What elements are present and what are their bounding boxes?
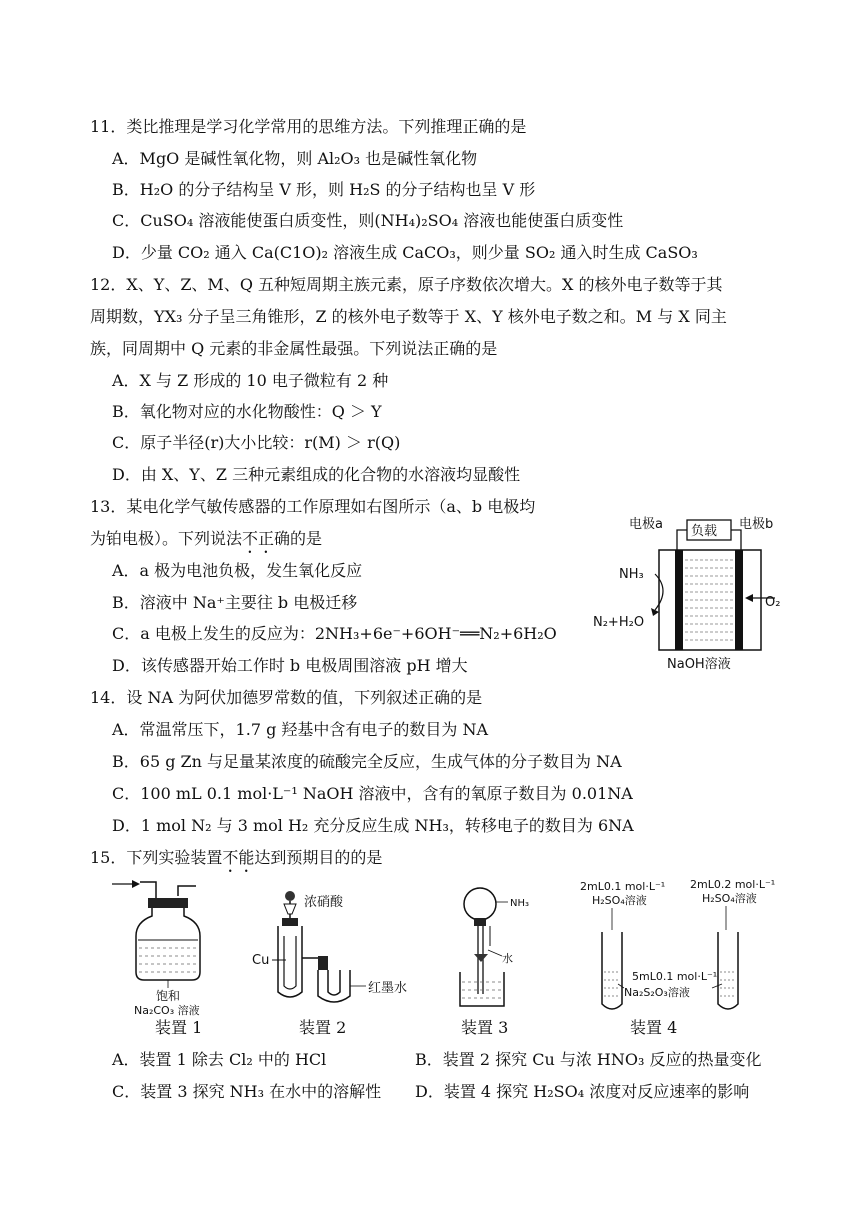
q13-option-b: B．溶液中 Na⁺主要往 b 电极迁移: [112, 593, 358, 612]
q12-stem-line1: 12．X、Y、Z、M、Q 五种短周期主族元素，原子序数依次增大。X 的核外电子数等于其: [90, 275, 723, 294]
device-3-diagram: [452, 882, 542, 1012]
o2-label: O₂: [765, 595, 781, 610]
bottle: [136, 908, 200, 980]
nh3-flask-label: NH₃: [510, 898, 530, 909]
tube-3-conc: 5mL0.1 mol·L⁻¹: [632, 970, 718, 983]
tube-2: [718, 932, 738, 1009]
q15-stem-pre: 15．下列实验装置: [90, 848, 223, 867]
u-tube: [318, 970, 350, 1002]
q15-stem-post: 达到预期目的的是: [254, 848, 383, 867]
q13-option-c: C．a 电极上发生的反应为：2NH₃+6e⁻+6OH⁻══N₂+6H₂O: [112, 624, 557, 643]
sensor-diagram: [593, 510, 795, 680]
tube-1-solution: H₂SO₄溶液: [592, 894, 647, 907]
q15-stem: [90, 847, 382, 876]
test-tube: [278, 926, 302, 997]
q11-option-d: D．少量 CO₂ 通入 Ca(C1O)₂ 溶液生成 CaCO₃，则少量 SO₂ 通入时生成 CaSO₃: [112, 243, 698, 262]
q13-option-d: D．该传感器开始工作时 b 电极周围溶液 pH 增大: [112, 656, 468, 675]
device-1-label-1: 饱和: [156, 989, 181, 1003]
device-4-caption: 装置 4: [630, 1018, 678, 1037]
ink-label: 红墨水: [368, 981, 408, 996]
nh3-label: NH₃: [619, 567, 644, 582]
q15-option-b: B．装置 2 探究 Cu 与浓 HNO₃ 反应的热量变化: [415, 1050, 762, 1069]
electrode-b-label: 电极b: [739, 517, 774, 532]
device-2-caption: 装置 2: [299, 1018, 347, 1037]
q15-option-d: D．装置 4 探究 H₂SO₄ 浓度对反应速率的影响: [415, 1082, 750, 1101]
tube-1: [602, 932, 622, 1009]
tube-2-solution: H₂SO₄溶液: [702, 892, 757, 905]
q15-option-c: C．装置 3 探究 NH₃ 在水中的溶解性: [112, 1082, 382, 1101]
device-3-caption: 装置 3: [461, 1018, 509, 1037]
q12-stem-line3: 族，同周期中 Q 元素的非金属性最强。下列说法正确的是: [90, 339, 498, 358]
cu-label: Cu: [252, 953, 270, 968]
acid-label: 浓硝酸: [304, 895, 344, 910]
q12-stem-line2: 周期数，YX₃ 分子呈三角锥形，Z 的核外电子数等于 X、Y 核外电子数之和。M 与 X 同主: [90, 307, 727, 326]
products-label: N₂+H₂O: [593, 615, 645, 630]
q15-stem-emphasis: 不能: [222, 848, 255, 867]
q15-option-a: A．装置 1 除去 Cl₂ 中的 HCl: [112, 1050, 327, 1069]
device-1-caption: 装置 1: [155, 1018, 203, 1037]
q11-option-c: C．CuSO₄ 溶液能使蛋白质变性，则(NH₄)₂SO₄ 溶液也能使蛋白质变性: [112, 211, 624, 230]
q13-stem-line2: [90, 528, 322, 557]
q12-option-a: A．X 与 Z 形成的 10 电子微粒有 2 种: [112, 371, 389, 390]
naoh-label: NaOH溶液: [667, 657, 731, 672]
beaker: [460, 972, 504, 1006]
q11-option-b: B．H₂O 的分子结构呈 V 形，则 H₂S 的分子结构也呈 V 形: [112, 180, 536, 199]
q11-stem: 11．类比推理是学习化学常用的思维方法。下列推理正确的是: [90, 117, 527, 136]
q13-stem-line1: 13．某电化学气敏传感器的工作原理如右图所示（a、b 电极均: [90, 497, 536, 516]
q14-stem: 14．设 NA 为阿伏加德罗常数的值，下列叙述正确的是: [90, 688, 483, 707]
load-label: 负载: [691, 524, 718, 539]
q12-option-c: C．原子半径(r)大小比较：r(M) ＞ r(Q): [112, 433, 401, 452]
q13-stem-post: 确的是: [274, 529, 323, 548]
q12-option-d: D．由 X、Y、Z 三种元素组成的化合物的水溶液均显酸性: [112, 465, 521, 484]
water-label: 水: [502, 952, 513, 965]
device-1-diagram: [108, 876, 218, 1016]
q13-option-a: A．a 极为电池负极，发生氧化反应: [112, 561, 363, 580]
flask: [464, 888, 496, 920]
electrode-b: [735, 550, 743, 650]
q14-option-c: C．100 mL 0.1 mol·L⁻¹ NaOH 溶液中，含有的氧原子数目为 0.01NA: [112, 784, 633, 803]
q12-option-b: B．氧化物对应的水化物酸性：Q ＞ Y: [112, 402, 382, 421]
electrode-a-label: 电极a: [629, 517, 663, 532]
q14-option-b: B．65 g Zn 与足量某浓度的硫酸完全反应，生成气体的分子数目为 NA: [112, 752, 622, 771]
q14-option-a: A．常温常压下，1.7 g 羟基中含有电子的数目为 NA: [112, 720, 489, 739]
q13-stem-emphasis: 不正: [242, 529, 275, 548]
electrode-a: [675, 550, 683, 650]
q14-option-d: D．1 mol N₂ 与 3 mol H₂ 充分反应生成 NH₃，转移电子的数目为 6NA: [112, 816, 634, 835]
tube-1-conc: 2mL0.1 mol·L⁻¹: [580, 880, 666, 893]
tube-2-conc: 2mL0.2 mol·L⁻¹: [690, 878, 776, 891]
device-1-label-2: Na₂CO₃ 溶液: [134, 1004, 200, 1017]
q11-option-a: A．MgO 是碱性氧化物，则 Al₂O₃ 也是碱性氧化物: [112, 149, 478, 168]
q13-stem-pre: 为铂电极）。下列说法: [90, 529, 243, 548]
device-4-diagram: [572, 876, 792, 1016]
device-2-diagram: [248, 884, 418, 1014]
tube-3-solution: Na₂S₂O₃溶液: [624, 986, 690, 999]
